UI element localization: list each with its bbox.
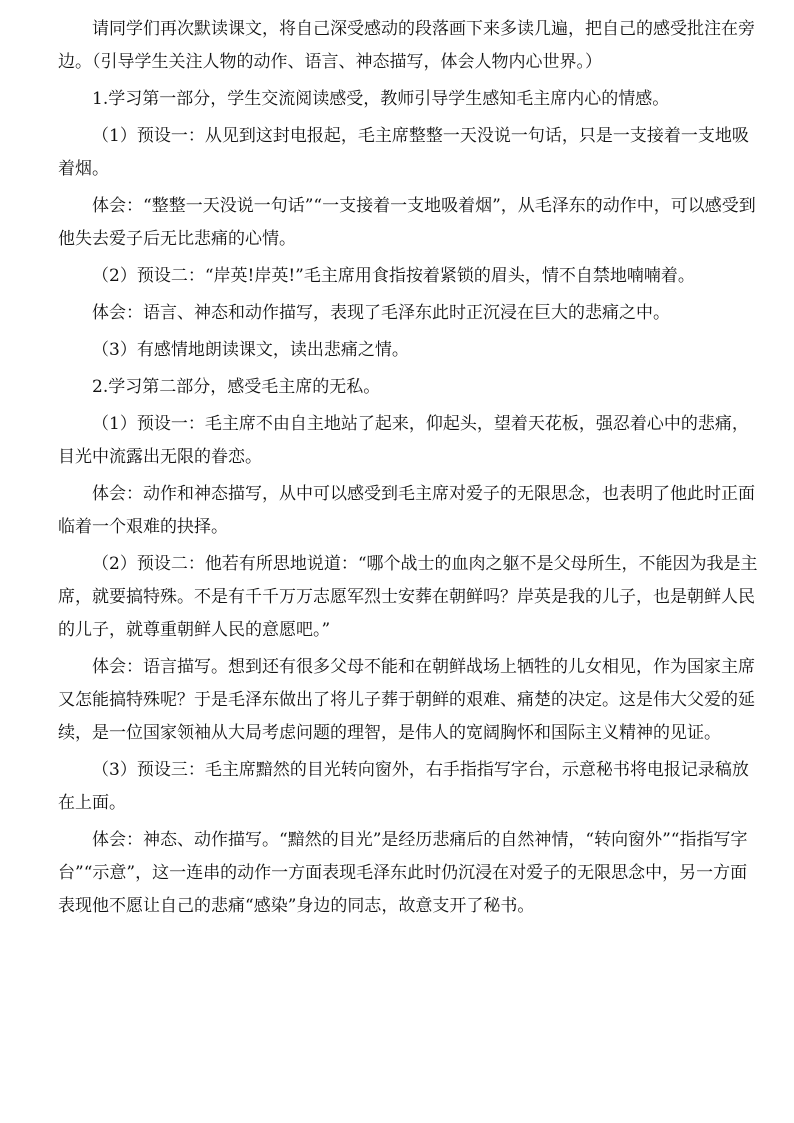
intro-paragraph: 请同学们再次默读课文，将自己深受感动的段落画下来多读几遍，把自己的感受批注在旁边。（引导学生关注人物的动作、语言、神态描写，体会人物内心世界。） xyxy=(58,19,755,72)
document-page xyxy=(58,0,763,923)
reflection-1-1: 体会：“整整一天没说一句话”“一支接着一支地吸着烟”，从毛泽东的动作中，可以感受到他失去爱子后无比悲痛的心情。 xyxy=(58,196,756,249)
preset-1-3: （3）有感情地朗读课文，读出悲痛之情。 xyxy=(92,340,409,360)
section-1-heading: 1.学习第一部分，学生交流阅读感受，教师引导学生感知毛主席内心的情感。 xyxy=(92,89,670,109)
preset-2-3: （3）预设三：毛主席黯然的目光转向窗外，右手指指写字台，示意秘书将电报记录稿放在上面。 xyxy=(58,760,749,813)
preset-2-2: （2）预设二：他若有所思地说道：“哪个战士的血肉之躯不是父母所生，不能因为我是主席，就要搞特殊。不是有千千万万志愿军烈士安葬在朝鲜吗？岸英是我的儿子，也是朝鲜人民的儿子，就尊重朝鲜人民的意愿吧。” xyxy=(58,554,758,640)
reflection-2-2: 体会：语言描写。想到还有很多父母不能和在朝鲜战场上牺牲的儿女相见，作为国家主席又怎能搞特殊呢？于是毛泽东做出了将儿子葬于朝鲜的艰难、痛楚的决定。这是伟大父爱的延续，是一位国家领袖从大局考虑问题的理智，是伟人的宽阔胸怀和国际主义精神的见证。 xyxy=(58,657,755,743)
preset-1-2: （2）预设二：“岸英!岸英!”毛主席用食指按着紧锁的眉头，情不自禁地喃喃着。 xyxy=(92,266,695,286)
preset-2-1: （1）预设一：毛主席不由自主地站了起来，仰起头，望着天花板，强忍着心中的悲痛，目光中流露出无限的眷恋。 xyxy=(58,414,749,467)
reflection-2-3: 体会：神态、动作描写。“黯然的目光”是经历悲痛后的自然神情，“转向窗外”“指指写字台”“示意”，这一连串的动作一方面表现毛泽东此时仍沉浸在对爱子的无限思念中，另一方面表现他不愿让自己的悲痛“感染”身边的同志，故意支开了秘书。 xyxy=(58,830,748,916)
section-2-heading: 2.学习第二部分，感受毛主席的无私。 xyxy=(92,377,381,397)
preset-1-1: （1）预设一：从见到这封电报起，毛主席整整一天没说一句话，只是一支接着一支地吸着烟。 xyxy=(58,126,749,179)
reflection-2-1: 体会：动作和神态描写，从中可以感受到毛主席对爱子的无限思念，也表明了他此时正面临着一个艰难的抉择。 xyxy=(58,484,755,537)
reflection-1-2: 体会：语言、神态和动作描写，表现了毛泽东此时正沉浸在巨大的悲痛之中。 xyxy=(92,303,670,323)
